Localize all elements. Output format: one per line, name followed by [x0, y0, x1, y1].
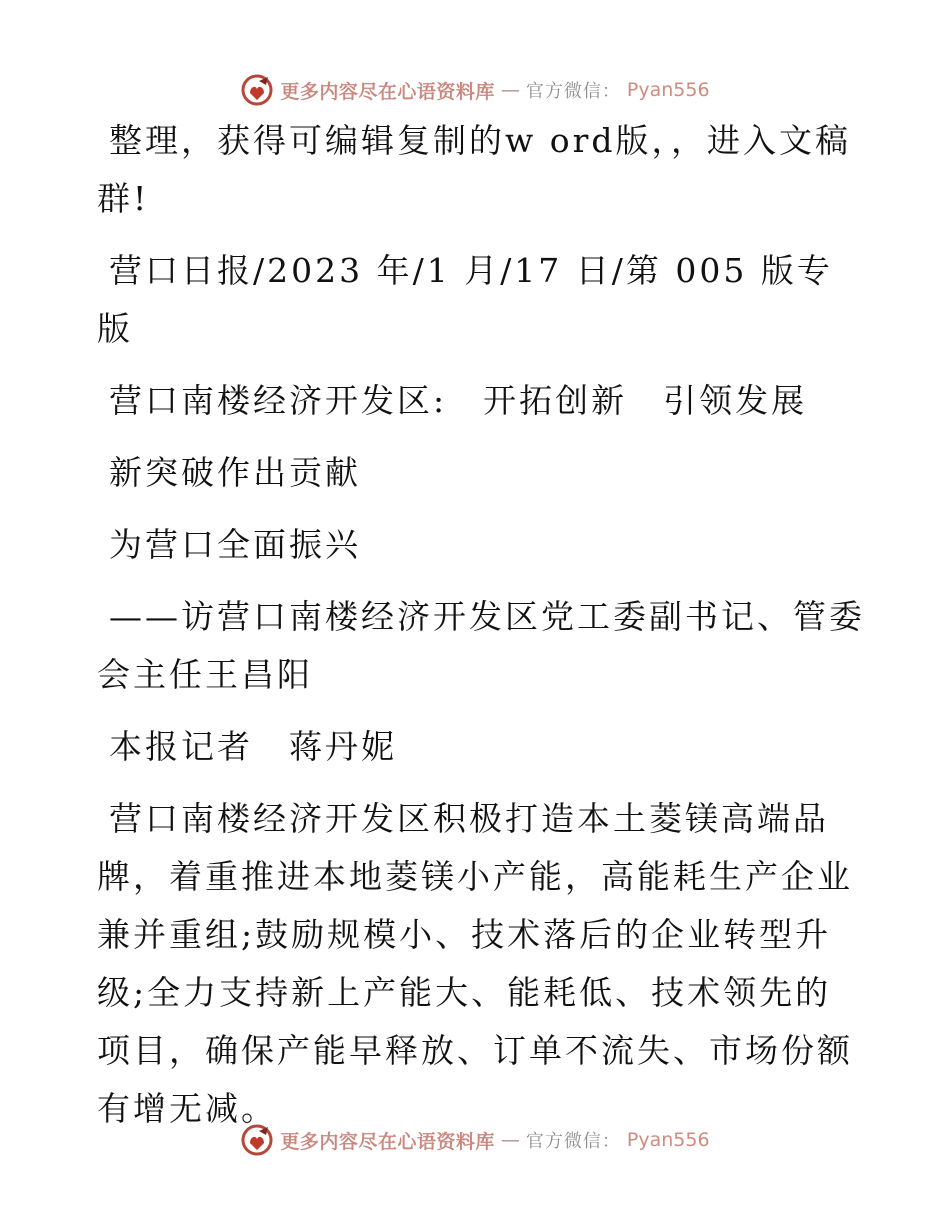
paragraph-headline: 营口南楼经济开发区: 开拓创新 引领发展: [109, 381, 808, 420]
watermark-wechat-id: Pyan556: [626, 1129, 710, 1151]
paragraph-subhead-2: 为营口全面振兴: [109, 525, 361, 564]
watermark-official-label: 官方微信：: [525, 1131, 621, 1152]
watermark-brand-text: 更多内容尽在心语资料库: [280, 1130, 495, 1153]
paragraph-interview: ——访营口南楼经济开发区党工委副书记、管委会主任王昌阳: [97, 597, 865, 694]
watermark-dash: —: [500, 1129, 520, 1151]
heart-pen-logo-icon: [240, 73, 274, 107]
paragraph-byline: 本报记者 蒋丹妮: [109, 727, 397, 766]
paragraph-subhead-1: 新突破作出贡献: [109, 453, 361, 492]
paragraph-source: 营口日报/2023 年/1 月/17 日/第 005 版专版: [97, 251, 833, 348]
footer-watermark: [0, 1120, 950, 1160]
watermark-brand-text: 更多内容尽在心语资料库: [280, 80, 495, 103]
watermark-dash: —: [500, 79, 520, 101]
paragraph-body: 营口南楼经济开发区积极打造本土菱镁高端品牌，着重推进本地菱镁小产能，高能耗生产企业兼并重组;鼓励规模小、技术落后的企业转型升级;全力支持新上产能大、能耗低、技术领先的项目，确保产能早释放、订单不流失、市场份额有增无减。: [97, 799, 853, 1128]
header-watermark: [0, 70, 950, 110]
watermark-wechat-id: Pyan556: [626, 79, 710, 101]
paragraph-intro: 整理，获得可编辑复制的w ord版，，进入文稿群!: [97, 121, 852, 218]
heart-pen-logo-icon: [240, 1123, 274, 1157]
watermark-official-label: 官方微信：: [525, 81, 621, 102]
document-body: [97, 112, 867, 1138]
